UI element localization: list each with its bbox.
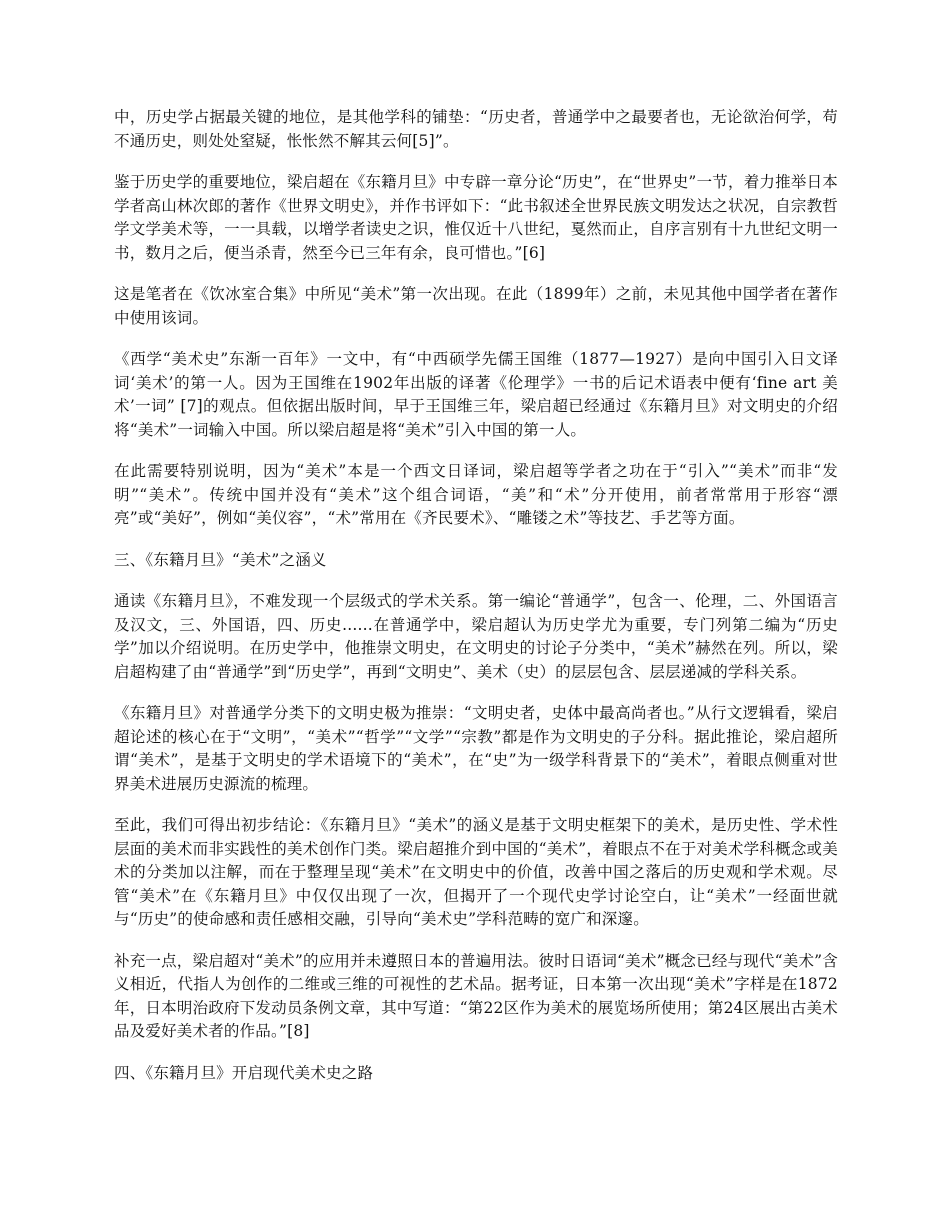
paragraph-first-appearance: 这是笔者在《饮冰室合集》中所见“美术”第一次出现。在此（1899年）之前，未见其他中国学者在著作中使用该词。 — [114, 285, 838, 327]
paragraph-hierarchy: 通读《东籍月旦》，不难发现一个层级式的学术关系。第一编论“普通学”，包含一、伦理，二、外国语言及汉文，三、外国语，四、历史......在普通学中，梁启超认为历史学尤为重要，专门列第二编为“历史学”加以介绍说明。在历史学中，他推崇文明史，在文明史的讨论子分类中，“美术”赫然在列。所以，梁启超构建了由“普通学”到“历史学”，再到“文明史”、美术（史）的层层包含、层层递减的学科关系。 — [114, 592, 838, 681]
paragraph-world-history: 鉴于历史学的重要地位，梁启超在《东籍月旦》中专辟一章分论“历史”，在“世界史”一节，着力推举日本学者高山林次郎的著作《世界文明史》，并作书评如下：“此书叙述全世界民族文明发达之状况，自宗教哲学文学美术等，一一具载，以增学者读史之识，惟仅近十八世纪，戛然而止，自序言别有十九世纪文明一书，数月之后，便当杀青，然至今已三年有余，良可惜也。”[6] — [114, 173, 838, 262]
section-heading-4: 四、《东籍月旦》开启现代美术史之路 — [114, 1063, 374, 1082]
document-page — [114, 106, 838, 1103]
section-heading-3: 三、《东籍月旦》“美术”之涵义 — [114, 550, 327, 569]
paragraph-conclusion: 至此，我们可得出初步结论：《东籍月旦》“美术”的涵义是基于文明史框架下的美术，是历史性、学术性层面的美术而非实践性的美术创作门类。梁启超推介到中国的“美术”，着眼点不在于对美术学科概念或美术的分类加以注解，而在于整理呈现“美术”在文明史中的价值，改善中国之落后的历史观和学术观。尽管“美术”在《东籍月旦》中仅仅出现了一次，但揭开了一个现代史学讨论空白，让“美术”一经面世就与“历史”的使命感和责任感相交融，引导向“美术史”学科范畴的宽广和深邃。 — [114, 816, 838, 928]
paragraph-japanese-usage: 补充一点，梁启超对“美术”的应用并未遵照日本的普遍用法。彼时日语词“美术”概念已经与现代“美术”含义相近，代指人为创作的二维或三维的可视性的艺术品。据考证，日本第一次出现“美术”字样是在1872年，日本明治政府下发动员条例文章，其中写道：“第22区作为美术的展览场所使用；第24区展出古美术品及爱好美术者的作品。”[8] — [114, 951, 838, 1040]
paragraph-special-note: 在此需要特别说明，因为“美术”本是一个西文日译词，梁启超等学者之功在于“引入”“美术”而非“发明”“美术”。传统中国并没有“美术”这个组合词语，“美”和“术”分开使用，前者常常用于形容“漂亮”或“美好”，例如“美仪容”，“术”常用在《齐民要术》、“雕镂之术”等技艺、手艺等方面。 — [114, 462, 838, 527]
paragraph-wang-guowei: 《西学“美术史”东渐一百年》一文中，有“中西硕学先儒王国维（1877—1927）是向中国引入日文译词‘美术’的第一人。因为王国维在1902年出版的译著《伦理学》一书的后记术语表中便有‘fine art 美术’一词” [7]的观点。但依据出版时间，早于王国维三年，梁启超已经通过《东籍月旦》对文明史的介绍将“美术”一词输入中国。所以梁启超是将“美术”引入中国的第一人。 — [114, 350, 838, 439]
paragraph-civilization-history: 《东籍月旦》对普通学分类下的文明史极为推崇：“文明史者，史体中最高尚者也。”从行文逻辑看，梁启超论述的核心在于“文明”，“美术”“哲学”“文学”“宗教”都是作为文明史的子分科。据此推论，梁启超所谓“美术”，是基于文明史的学术语境下的“美术”，在“史”为一级学科背景下的“美术”，着眼点侧重对世界美术进展历史源流的梳理。 — [114, 704, 838, 793]
paragraph-history-foundation: 中，历史学占据最关键的地位，是其他学科的铺垫：“历史者，普通学中之最要者也，无论欲治何学，苟不通历史，则处处窒疑，怅怅然不解其云何[5]”。 — [114, 108, 838, 150]
